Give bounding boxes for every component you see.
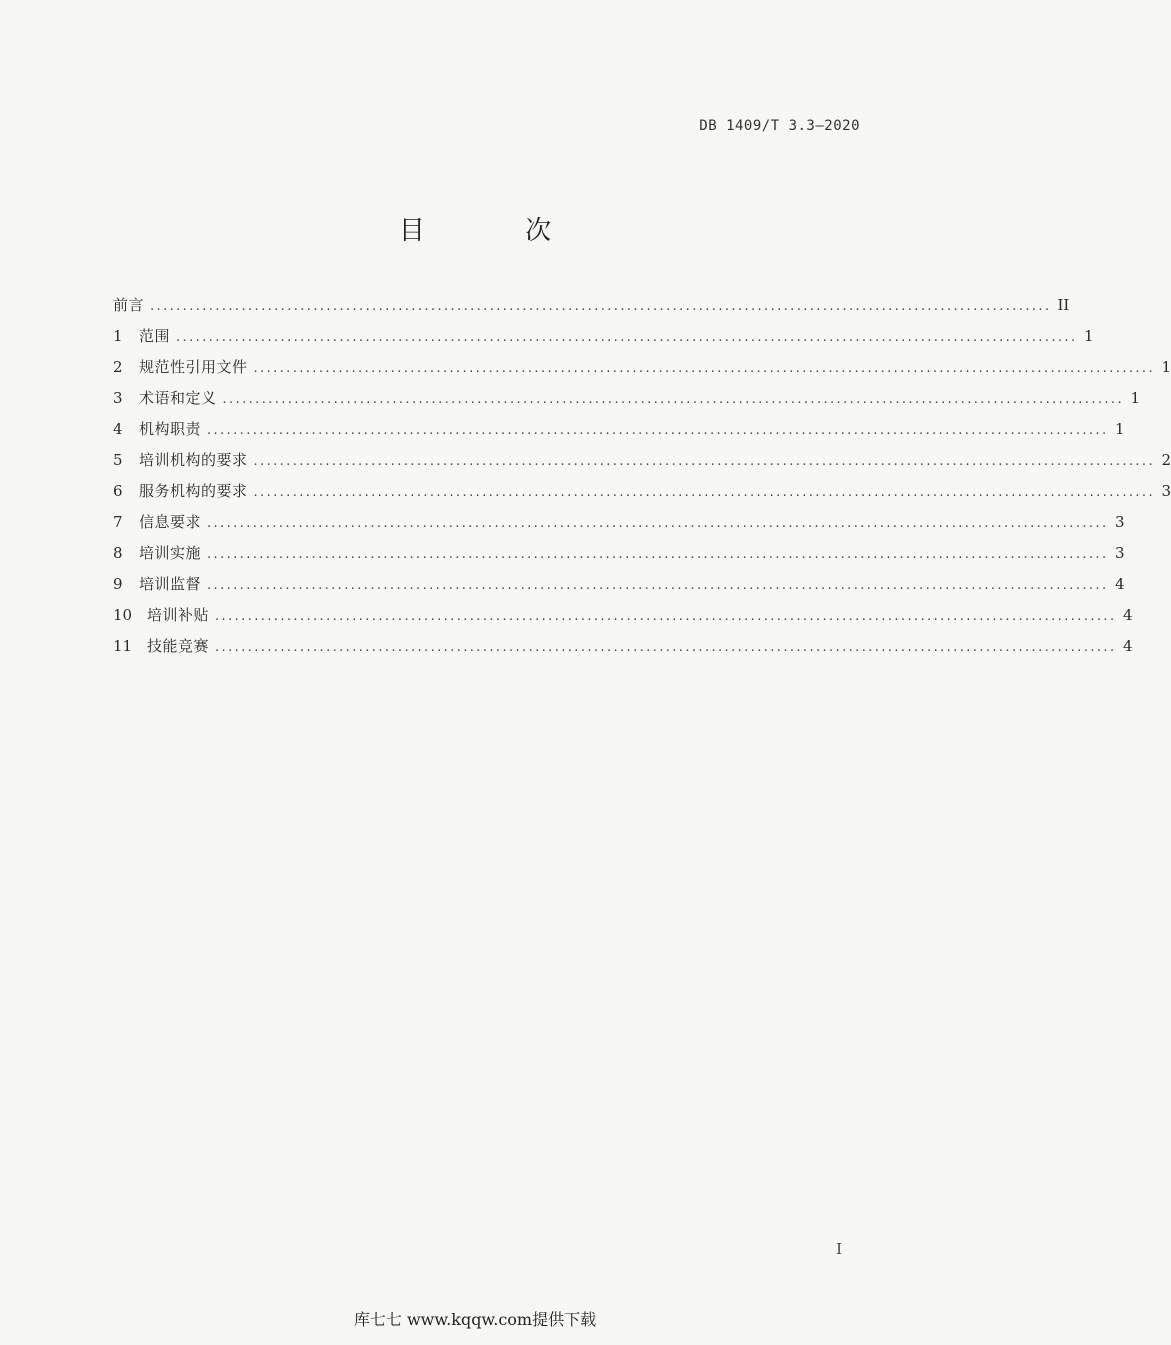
toc-entry-label: 术语和定义 bbox=[139, 389, 217, 407]
toc-entry-8[interactable] bbox=[113, 538, 1125, 569]
toc-entry-9[interactable] bbox=[113, 569, 1125, 600]
toc-leader-dots: .......................................................................................................................................... bbox=[253, 454, 1155, 469]
toc-entry-page: 4 bbox=[1122, 637, 1133, 655]
toc-leader-dots: .......................................................................................................................................... bbox=[215, 640, 1117, 655]
toc-entry-label: 信息要求 bbox=[139, 513, 202, 531]
download-source-footer: 库七七 www.kqqw.com提供下载 bbox=[353, 1310, 597, 1329]
toc-entry-4[interactable] bbox=[113, 414, 1125, 445]
toc-entry-page: II bbox=[1057, 296, 1070, 314]
toc-entry-number: 11 bbox=[113, 637, 133, 655]
toc-leader-dots: .......................................................................................................................................... bbox=[253, 361, 1155, 376]
toc-leader-dots: .......................................................................................................................................... bbox=[150, 299, 1052, 314]
toc-entry-label: 规范性引用文件 bbox=[139, 358, 248, 376]
table-of-contents bbox=[113, 290, 1171, 662]
toc-entry-number: 9 bbox=[113, 575, 123, 593]
toc-entry-5[interactable] bbox=[113, 445, 1171, 476]
toc-entry-page: 3 bbox=[1114, 513, 1125, 531]
toc-entry-label: 服务机构的要求 bbox=[139, 482, 248, 500]
toc-entry-page: 4 bbox=[1114, 575, 1125, 593]
toc-entry-page: 1 bbox=[1114, 420, 1125, 438]
toc-entry-foreword[interactable] bbox=[113, 290, 1070, 321]
toc-entry-label: 技能竞赛 bbox=[147, 637, 210, 655]
toc-entry-page: 3 bbox=[1114, 544, 1125, 562]
document-code: DB 1409/T 3.3—2020 bbox=[699, 118, 860, 134]
toc-title: 目 次 bbox=[398, 216, 598, 246]
toc-entry-11[interactable] bbox=[113, 631, 1133, 662]
toc-entry-number: 1 bbox=[113, 327, 123, 345]
toc-leader-dots: .......................................................................................................................................... bbox=[207, 578, 1109, 593]
toc-entry-page: 1 bbox=[1083, 327, 1094, 345]
toc-entry-10[interactable] bbox=[113, 600, 1133, 631]
toc-leader-dots: .......................................................................................................................................... bbox=[176, 330, 1078, 345]
toc-entry-1[interactable] bbox=[113, 321, 1094, 352]
toc-entry-number: 2 bbox=[113, 358, 123, 376]
toc-entry-label: 前言 bbox=[113, 296, 145, 314]
toc-entry-number: 7 bbox=[113, 513, 123, 531]
page-number: I bbox=[836, 1240, 842, 1258]
toc-leader-dots: .......................................................................................................................................... bbox=[207, 423, 1109, 438]
toc-entry-number: 8 bbox=[113, 544, 123, 562]
toc-entry-label: 培训监督 bbox=[139, 575, 202, 593]
toc-entry-page: 2 bbox=[1161, 451, 1171, 469]
toc-entry-number: 5 bbox=[113, 451, 123, 469]
toc-entry-label: 培训机构的要求 bbox=[139, 451, 248, 469]
toc-entry-label: 培训补贴 bbox=[147, 606, 210, 624]
toc-entry-7[interactable] bbox=[113, 507, 1125, 538]
toc-entry-label: 机构职责 bbox=[139, 420, 202, 438]
toc-entry-2[interactable] bbox=[113, 352, 1171, 383]
toc-entry-page: 3 bbox=[1161, 482, 1171, 500]
toc-leader-dots: .......................................................................................................................................... bbox=[207, 516, 1109, 531]
toc-entry-label: 培训实施 bbox=[139, 544, 202, 562]
toc-entry-page: 1 bbox=[1161, 358, 1171, 376]
toc-entry-6[interactable] bbox=[113, 476, 1171, 507]
toc-entry-page: 1 bbox=[1130, 389, 1140, 407]
toc-entry-number: 10 bbox=[113, 606, 133, 624]
toc-entry-label: 范围 bbox=[139, 327, 171, 345]
toc-entry-number: 6 bbox=[113, 482, 123, 500]
toc-leader-dots: .......................................................................................................................................... bbox=[253, 485, 1155, 500]
toc-leader-dots: .......................................................................................................................................... bbox=[222, 392, 1124, 407]
toc-leader-dots: .......................................................................................................................................... bbox=[207, 547, 1109, 562]
toc-entry-number: 4 bbox=[113, 420, 123, 438]
toc-entry-3[interactable] bbox=[113, 383, 1140, 414]
toc-entry-number: 3 bbox=[113, 389, 123, 407]
toc-entry-page: 4 bbox=[1122, 606, 1133, 624]
toc-leader-dots: .......................................................................................................................................... bbox=[215, 609, 1117, 624]
